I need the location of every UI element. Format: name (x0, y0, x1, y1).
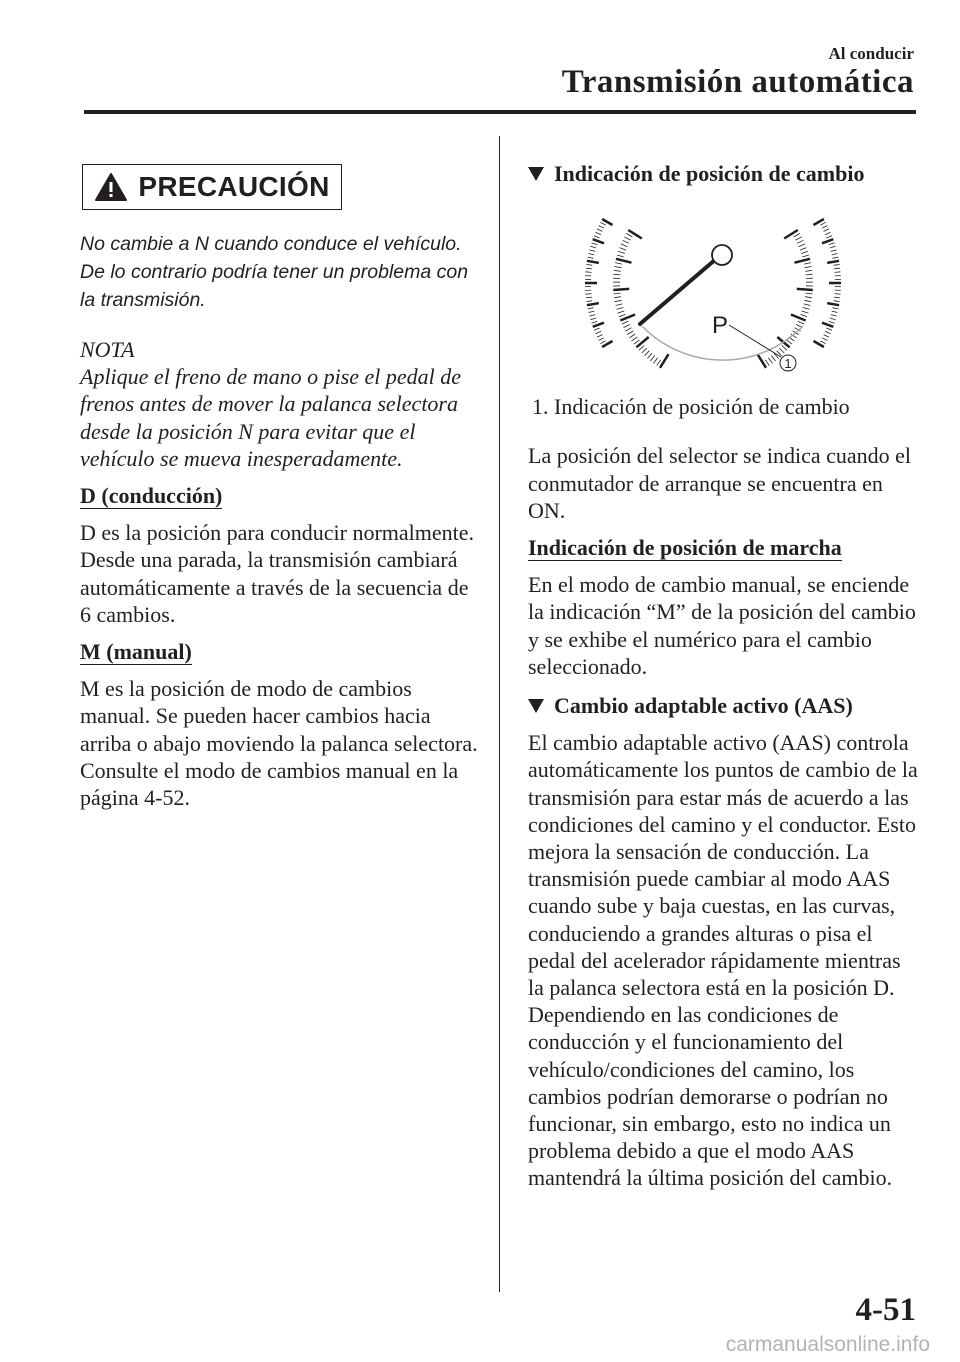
gauge-tick (820, 341, 825, 344)
gauge-tick (620, 248, 627, 251)
watermark: carmanualsonline.info (725, 1333, 930, 1356)
gauge-position-letter: P (711, 312, 729, 340)
gauge-tick (590, 318, 596, 320)
gauge-tick (586, 265, 592, 266)
callout-leader-line (729, 325, 781, 357)
gauge-tick (824, 229, 829, 232)
caution-text: No cambie a N cuando conduce el vehículo. De lo contrario podría tener un problema con la transmisión. (80, 233, 469, 311)
gauge-tick (586, 301, 592, 302)
subheading-text: Cambio adaptable activo (AAS) (554, 693, 853, 719)
heading-gear-indication: Indicación de posición de marcha (528, 535, 842, 561)
caution-box (82, 164, 342, 210)
warning-icon (94, 172, 128, 202)
gauge-tick (824, 335, 829, 338)
gauge-tick (589, 311, 595, 312)
gauge-tick (615, 263, 622, 265)
gauge-needle (640, 259, 716, 324)
gauge-tick (596, 332, 602, 334)
gauge-tick (613, 275, 620, 276)
gauge-tick (801, 315, 808, 317)
gauge-tick (600, 341, 605, 344)
section-label: Al conducir (828, 44, 914, 63)
note-label: NOTA (80, 337, 135, 362)
gauge-tick (802, 311, 809, 313)
gauge-tick (829, 243, 835, 245)
gauge-tick (614, 293, 621, 294)
gauge-tick (822, 323, 833, 327)
gauge-tick (832, 254, 838, 255)
gauge-tick (795, 259, 811, 263)
gauge-tick (832, 311, 838, 312)
triangle-bullet-icon (528, 699, 544, 713)
gauge-tick (835, 272, 841, 273)
gauge-tick (593, 239, 604, 243)
gauge-tick (825, 233, 831, 235)
gauge-tick (801, 252, 808, 254)
gauge-tick (621, 244, 628, 247)
gauge-tick (634, 340, 640, 344)
gauge-tick (654, 358, 658, 364)
paragraph-m-manual: M es la posición de modo de cambios manual. Se pueden hacer cambios hacia arriba o abajo moviendo la palanca selectora. (80, 676, 478, 756)
gauge-tick (805, 293, 812, 294)
gauge-tick (829, 322, 835, 324)
gauge-tick (804, 301, 811, 302)
gauge-tick (586, 272, 592, 273)
gauge-tick (623, 241, 629, 244)
gauge-tick (614, 271, 621, 272)
gauge-tick (782, 346, 787, 351)
gauge-tick (597, 229, 602, 232)
triangle-bullet-icon (528, 167, 544, 181)
gauge-tick (627, 331, 633, 335)
gauge-tick (834, 301, 840, 302)
gauge-tick (617, 255, 624, 257)
paragraph-gear-indication: En el modo de cambio manual, se enciende la indicación “M” de la posición del cambio y se exhibe el numérico para el cambio seleccionado. (528, 572, 916, 679)
paragraph-m-reference: Consulte el modo de cambios manual en la página 4-52. (80, 757, 459, 811)
gauge-tick (834, 297, 840, 298)
gauge-tick (822, 338, 827, 341)
paragraph-indication: La posición del selector se indica cuando el conmutador de arranque se encuentra en ON. (528, 443, 912, 523)
gauge-tick (822, 239, 833, 243)
gauge-tick (784, 230, 798, 239)
gauge-tick (779, 348, 784, 353)
gauge-tick (613, 289, 629, 290)
gauge-tick (833, 308, 839, 309)
gauge-tick (615, 301, 622, 302)
gauge-tick (835, 294, 841, 295)
gauge-tick (768, 358, 772, 364)
gauge-tick (642, 348, 647, 353)
gauge-tick (826, 328, 832, 330)
gauge-tick (650, 356, 654, 362)
gauge-tick (833, 257, 839, 258)
gauge-tick (796, 237, 802, 240)
gauge-tick (594, 328, 600, 330)
gauge-tick (616, 259, 632, 263)
gauge-tick (797, 289, 813, 290)
caution-label: PRECAUCIÓN (138, 171, 330, 203)
page-title: Transmisión automática (561, 64, 914, 100)
page-number: 4-51 (855, 1292, 916, 1328)
gauge-tick (799, 244, 806, 247)
gauge-tick (624, 237, 630, 240)
gauge-tick (629, 334, 635, 338)
gauge-tick (805, 267, 812, 268)
gauge-tick (588, 257, 594, 258)
gauge-tick (794, 234, 800, 238)
gauge-tick (802, 255, 809, 257)
right-column (528, 160, 918, 1192)
gauge-tick (830, 247, 836, 249)
gauge-tick (834, 265, 840, 266)
gauge-tick (614, 267, 621, 268)
gauge-tick (771, 356, 775, 362)
gauge-tick (834, 268, 840, 269)
gauge-tick (657, 360, 661, 366)
gauge-tick (597, 335, 602, 338)
gauge-tick (625, 328, 631, 331)
gauge-tick (647, 353, 652, 358)
gauge-tick (628, 230, 642, 239)
gauge-tick (622, 321, 628, 324)
heading-m-manual: M (manual) (80, 639, 192, 665)
gauge-tick (803, 308, 810, 310)
gauge-tick (765, 360, 769, 366)
gauge-tick (586, 297, 592, 298)
subheading-aas (528, 692, 918, 719)
gauge-tick (636, 337, 648, 347)
gauge-tick (787, 340, 793, 344)
gauge-tick-marks (585, 219, 841, 368)
subheading-shift-indication (528, 160, 918, 187)
gauge-tick (592, 243, 598, 245)
gauge-tick (804, 263, 811, 265)
gauge-tick (830, 318, 836, 320)
gauge-tick (797, 241, 803, 244)
heading-d-drive: D (conducción) (80, 483, 223, 509)
gauge-tick (626, 234, 632, 238)
gauge-tick (614, 297, 621, 298)
gauge-tick (805, 271, 812, 272)
gauge-tick (806, 275, 813, 276)
gauge-tick (805, 297, 812, 298)
gauge-tick (589, 315, 595, 317)
note-text: Aplique el freno de mano o pise el pedal de frenos antes de mover la palanca selectora desde la posición N para evitar que el vehículo se mueva inesperadamente. (80, 364, 462, 471)
gauge-tick (618, 252, 625, 254)
gauge-tick (831, 250, 837, 252)
header-rule (84, 110, 916, 114)
gauge-tick (616, 304, 623, 306)
gauge-tick (588, 308, 594, 309)
gauge-tick (594, 236, 600, 238)
gauge-tick (587, 261, 599, 263)
figure-caption: 1. Indicación de posición de cambio (532, 394, 850, 420)
gauge-tick (820, 223, 825, 226)
gauge-tick (589, 254, 595, 255)
column-divider (499, 136, 500, 1292)
gauge-tick (798, 321, 804, 324)
gauge-tick (600, 223, 605, 226)
gauge-tick (758, 354, 767, 368)
gauge-tick (618, 311, 625, 313)
subheading-text: Indicación de posición de cambio (554, 161, 865, 186)
gauge-illustration (538, 197, 888, 385)
gauge-tick (804, 304, 811, 306)
gauge-tick (592, 322, 598, 324)
gauge-tick (831, 315, 837, 317)
gauge-tick (589, 250, 595, 252)
gauge-tick (639, 346, 644, 351)
gauge-tick (599, 226, 604, 229)
gauge-tick (599, 338, 604, 341)
gauge-tick (596, 233, 602, 235)
paragraph-d-drive: D es la posición para conducir normalmente. Desde una parada, la transmisión cambiará automáticamente a través de la secuencia de 6 cambios. (80, 520, 475, 627)
gauge-tick (587, 303, 599, 305)
gauge-tick (586, 294, 592, 295)
gauge-tick (826, 236, 832, 238)
gauge-tick (800, 248, 807, 251)
gauge-needle-hub (712, 245, 732, 265)
gauge-tick (624, 325, 630, 328)
gauge-tick (827, 261, 839, 263)
gauge-tick (827, 303, 839, 305)
gauge-tick (590, 247, 596, 249)
left-column (80, 164, 482, 811)
gauge-tick (645, 351, 650, 356)
gauge-tick (632, 337, 638, 341)
gauge-tick (619, 315, 626, 317)
gauge-tick (825, 332, 831, 334)
gauge-tick (660, 354, 669, 368)
callout-number: 1 (784, 356, 792, 372)
gauge-tick (593, 323, 604, 327)
paragraph-aas: El cambio adaptable activo (AAS) controla automáticamente los puntos de cambio de la transmisión para estar más de acuerdo a las condiciones del camino y el conductor. Esto mejora la sensación de conducción. La transmisión puede cambiar al modo AAS cuando sube y baja cuestas, en las curvas, conduciendo a grandes alturas o pisa el pedal del acelerador rápidamente mientras la palanca selectora está en la posición D. Dependiendo en las condiciones de conducción y el funcionamiento del vehículo/condiciones del camino, los cambios podrían demorarse o podrían no funcionar, sin embargo, esto no indica un problema debido a que el modo AAS mantendrá la última posición del cambio. (528, 730, 918, 1191)
gauge-tick (617, 308, 624, 310)
gauge-tick (586, 268, 592, 269)
gauge-tick (822, 226, 827, 229)
